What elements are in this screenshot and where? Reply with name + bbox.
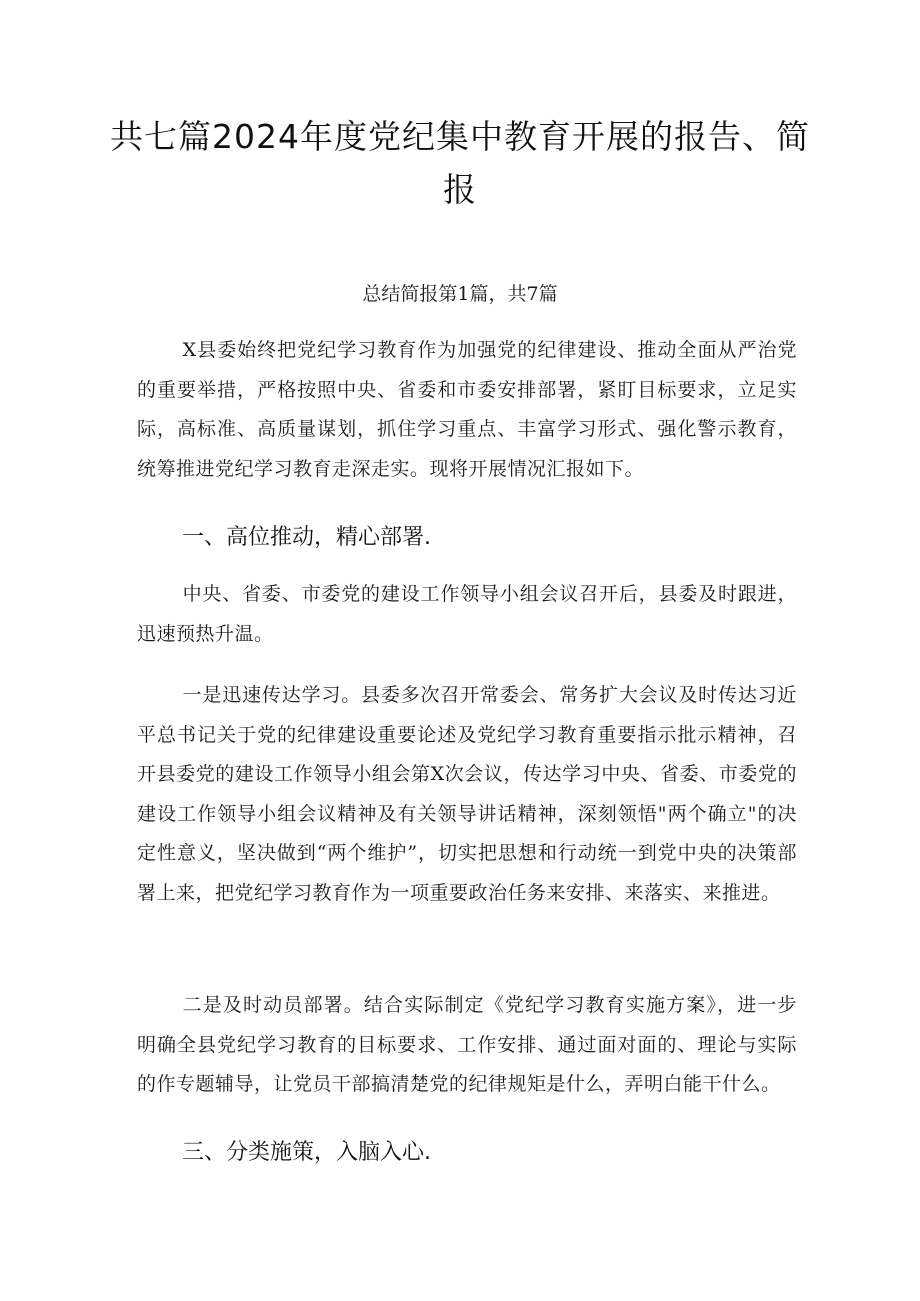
section1-paragraph-1: 中央、省委、市委党的建设工作领导小组会议召开后，县委及时跟进，迅速预热升温。 [137,583,797,645]
section1-paragraph-2: 一是迅速传达学习。县委多次召开常委会、常务扩大会议及时传达习近平总书记关于党的纪律建设重要论述及党纪学习教育重要指示批示精神，召开县委党的建设工作领导小组会第X次会议，传达学习中央、省委、市委党的建设工作领导小组会议精神及有关领导讲话精神，深刻领悟"两个确立"的决定性意义，坚决做到“两个维护”，切实把思想和行动统一到党中央的决策部署上来，把党纪学习教育作为一项重要政治任务来安排、来落实、来推进。 [137,684,797,904]
intro-paragraph: X县委始终把党纪学习教育作为加强党的纪律建设、推动全面从严治党的重要举措，严格按照中央、省委和市委安排部署，紧盯目标要求，立足实际，高标准、高质量谋划，抓住学习重点、丰富学习形式、强化警示教育，统筹推进党纪学习教育走深走实。现将开展情况汇报如下。 [137,339,797,480]
document-title: 共七篇2024年度党纪集中教育开展的报告、简报 [110,117,810,209]
document-subtitle: 总结简报第1篇，共7篇 [362,283,558,305]
section-heading-1: 一、高位推动，精心部署. [182,525,431,550]
section-heading-3: 三、分类施策，入脑入心. [182,1140,431,1165]
section1-paragraph-3: 二是及时动员部署。结合实际制定《党纪学习教育实施方案》，进一步明确全县党纪学习教育的目标要求、工作安排、通过面对面的、理论与实际的作专题辅导，让党员干部搞清楚党的纪律规矩是什么，弄明白能干什么。 [137,994,797,1095]
